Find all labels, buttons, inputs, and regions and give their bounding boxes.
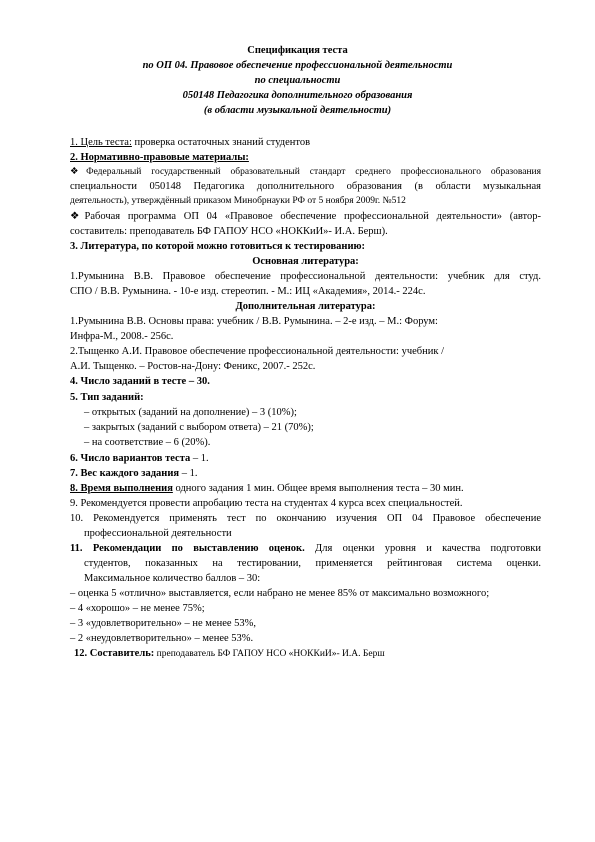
section-5-heading: 5. Тип заданий: [70, 392, 144, 403]
section-6: 6. Число вариантов теста – 1. [70, 453, 209, 464]
section-1 [70, 136, 541, 149]
section-12: 12. Составитель: преподаватель БФ ГАПОУ НСО «НОККиИ»- И.А. Берш [74, 648, 385, 659]
section-3-heading: 3. Литература, по которой можно готовиться к тестированию: [70, 241, 366, 252]
bullet-icon: ❖ [70, 167, 87, 177]
section-11-line-2: студентов, показанных на тестировании, применяется рейтинговая система оценки. [84, 558, 541, 569]
main-literature-line-2: СПО / В.В. Румынина. - 10-е изд. стереотип. - М.: ИЦ «Академия», 2014.- 224с. [70, 286, 426, 297]
standard-line-2: специальности 050148 Педагогика дополнительного образования (в области музыкальная [70, 181, 541, 192]
subtitle-specialty-label: по специальности [254, 75, 341, 86]
section-10-line-2: профессиональной деятельности [84, 528, 232, 539]
subtitle-specialty: 050148 Педагогика дополнительного образования [182, 90, 413, 101]
section-2-label [70, 151, 541, 164]
section-1-text: проверка остаточных знаний студентов [131, 137, 311, 148]
task-type-open: – открытых (заданий на дополнение) – 3 (10%); [84, 407, 297, 418]
additional-literature-heading: Дополнительная литература: [235, 301, 376, 312]
program-line-2: составитель: преподаватель БФ ГАПОУ НСО «НОККиИ»- И.А. Берш). [70, 226, 388, 237]
standard-line-3: деятельность), утверждённый приказом Минобрнауки РФ от 5 ноября 2009г. №512 [70, 196, 406, 206]
bullet-icon: ❖ [70, 211, 85, 222]
task-type-matching: – на соответствие – 6 (20%). [84, 437, 211, 448]
additional-2-line-1: 2.Тыщенко А.И. Правовое обеспечение профессиональной деятельности: учебник / [70, 346, 444, 357]
grade-3: – 3 «удовлетворительно» – не менее 53%, [70, 618, 257, 629]
additional-2-line-2: А.И. Тыщенко. – Ростов-на-Дону: Феникс, 2007.- 252с. [70, 361, 316, 372]
subtitle-area: (в области музыкальной деятельности) [203, 105, 392, 116]
grade-4: – 4 «хорошо» – не менее 75%; [70, 603, 205, 614]
grade-2: – 2 «неудовлетворительно» – менее 53%. [70, 633, 254, 644]
program-line-1: ❖Рабочая программа ОП 04 «Правовое обеспечение профессиональной деятельности» (автор- [70, 211, 542, 222]
grade-5: – оценка 5 «отлично» выставляется, если набрано не менее 85% от максимально возможного; [70, 588, 490, 599]
section-9: 9. Рекомендуется провести апробацию теста на студентах 4 курса всех специальностей. [70, 498, 463, 509]
section-8: 8. Время выполнения одного задания 1 мин. Общее время выполнения теста – 30 мин. [70, 483, 464, 494]
section-4: 4. Число заданий в тесте – 30. [70, 376, 210, 387]
additional-1-line-2: Инфра-М., 2008.- 256с. [70, 331, 174, 342]
section-2-heading: 2. Нормативно-правовые материалы: [70, 152, 249, 163]
section-7: 7. Вес каждого задания – 1. [70, 468, 198, 479]
task-type-closed: – закрытых (заданий с выбором ответа) – 21 (70%); [84, 422, 314, 433]
section-11-line-3: Максимальное количество баллов – 30: [84, 573, 261, 584]
standard-line-1: ❖Федеральный государственный образовательный стандарт среднего профессионального образования [70, 167, 541, 177]
document-title: Спецификация теста [247, 45, 348, 56]
main-literature-heading: Основная литература: [252, 256, 359, 267]
section-10-line-1: 10. Рекомендуется применять тест по окончанию изучения ОП 04 Правовое обеспечение [70, 513, 541, 524]
main-literature-line-1: 1.Румынина В.В. Правовое обеспечение профессиональной деятельности: учебник для студ. [70, 271, 541, 282]
section-1-label: 1. Цель теста: [70, 137, 132, 148]
subtitle-discipline: по ОП 04. Правовое обеспечение профессиональной деятельности [142, 60, 453, 71]
section-11-line-1: 11. Рекомендации по выставлению оценок. Для оценки уровня и качества подготовки [70, 543, 542, 554]
additional-1-line-1: 1.Румынина В.В. Основы права: учебник / В.В. Румынина. – 2-е изд. – М.: Форум: [70, 316, 438, 327]
